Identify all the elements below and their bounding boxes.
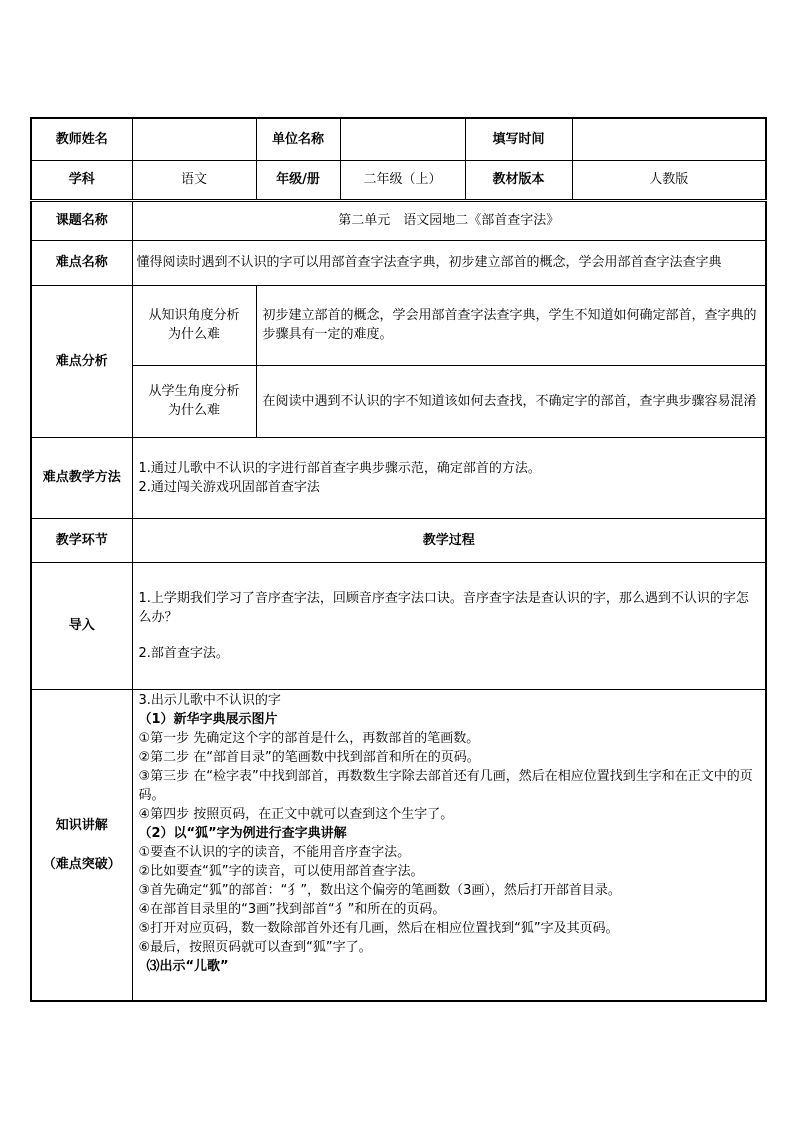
intro-row [31, 562, 766, 689]
fill-date-label: 填写时间 [465, 118, 572, 160]
knowledge-line-7: （2）以“狐”字为例进行查字典讲解 [138, 825, 347, 841]
knowledge-line-6: ④第四步 按照页码，在正文中就可以查到这个生字了。 [138, 806, 454, 822]
student-angle-label-line1: 从学生角度分析 [148, 384, 240, 399]
difficulty-row [31, 240, 766, 285]
difficulty-label: 难点名称 [31, 240, 132, 285]
grade-value: 二年级（上） [340, 160, 465, 200]
knowledge-row [31, 689, 766, 1001]
knowledge-line-4: ②第二步 在“部首目录”的笔画数中找到部首和所在的页码。 [138, 749, 480, 765]
method-value [132, 437, 766, 518]
student-angle-value: 在阅读中遇到不认识的字不知道该如何去查找，不确定字的部首，查字典步骤容易混淆 [256, 365, 766, 437]
edition-value: 人教版 [572, 160, 766, 200]
knowledge-sublabel: （难点突破） [42, 856, 121, 872]
method-label: 难点教学方法 [31, 437, 132, 518]
topic-row [31, 200, 766, 240]
topic-value: 第二单元 语文园地二《部首查字法》 [132, 200, 766, 240]
knowledge-line-14: ⑶出示“儿歌” [146, 958, 229, 974]
method-line-2: 2.通过闯关游戏巩固部首查字法 [138, 479, 320, 495]
teacher-name-value [132, 118, 256, 160]
fill-date-value [572, 118, 766, 160]
analysis-knowledge-row [31, 285, 766, 365]
knowledge-content [132, 689, 766, 1001]
knowledge-label-cell [31, 689, 132, 1001]
method-row [31, 437, 766, 518]
knowledge-line-3: ①第一步 先确定这个字的部首是什么，再数部首的笔画数。 [138, 730, 480, 746]
analysis-student-row [31, 365, 766, 437]
knowledge-line-5: ③第三步 在“检字表”中找到部首，再数数生字除去部首还有几画，然后在相应位置找到生字和在正文中的页码。 [138, 768, 753, 803]
info-row [31, 160, 766, 200]
knowledge-line-2: （1）新华字典展示图片 [138, 711, 278, 727]
knowledge-angle-label-line2: 为什么难 [167, 327, 220, 342]
knowledge-line-12: ⑤打开对应页码，数一数除部首外还有几画，然后在相应位置找到“狐”字及其页码。 [138, 920, 619, 936]
knowledge-line-9: ②比如要查“狐”字的读音，可以使用部首查字法。 [138, 863, 424, 879]
subject-value: 语文 [132, 160, 256, 200]
knowledge-angle-label-line1: 从知识角度分析 [148, 308, 240, 323]
stage-header: 教学环节 [31, 518, 132, 562]
knowledge-label: 知识讲解 [55, 817, 108, 833]
knowledge-line-10: ③首先确定“狐”的部首：“犭”，数出这个偏旁的笔画数（3画），然后打开部首目录。 [138, 882, 621, 898]
knowledge-line-11: ④在部首目录里的“3画”找到部首“犭”和所在的页码。 [138, 901, 446, 917]
intro-line-2: 2.部首查字法。 [138, 645, 229, 661]
edition-label: 教材版本 [465, 160, 572, 200]
subject-label: 学科 [31, 160, 132, 200]
unit-name-value [340, 118, 465, 160]
knowledge-line-1: 3.出示儿歌中不认识的字 [138, 692, 281, 708]
student-angle-label [132, 365, 256, 437]
process-header: 教学过程 [132, 518, 766, 562]
difficulty-value: 懂得阅读时遇到不认识的字可以用部首查字法查字典，初步建立部首的概念，学会用部首查字法查字典 [132, 240, 766, 285]
intro-line-1: 1.上学期我们学习了音序查字法，回顾音序查字法口诀。音序查字法是查认识的字，那么遇到不认识的字怎么办？ [138, 590, 749, 625]
intro-label: 导入 [31, 562, 132, 689]
intro-content [132, 562, 766, 689]
knowledge-line-13: ⑥最后，按照页码就可以查到“狐”字了。 [138, 939, 372, 955]
grade-label: 年级/册 [256, 160, 340, 200]
knowledge-angle-label [132, 285, 256, 365]
topic-label: 课题名称 [31, 200, 132, 240]
student-angle-label-line2: 为什么难 [167, 403, 220, 418]
unit-name-label: 单位名称 [256, 118, 340, 160]
teacher-name-label: 教师姓名 [31, 118, 132, 160]
analysis-label: 难点分析 [31, 285, 132, 437]
method-line-1: 1.通过儿歌中不认识的字进行部首查字典步骤示范，确定部首的方法。 [138, 460, 541, 476]
knowledge-line-8: ①要查不认识的字的读音，不能用音序查字法。 [138, 844, 411, 860]
lesson-plan-table [30, 117, 767, 1002]
process-header-row [31, 518, 766, 562]
knowledge-angle-value: 初步建立部首的概念，学会用部首查字法查字典，学生不知道如何确定部首，查字典的步骤具有一定的难度。 [256, 285, 766, 365]
header-row [31, 118, 766, 160]
